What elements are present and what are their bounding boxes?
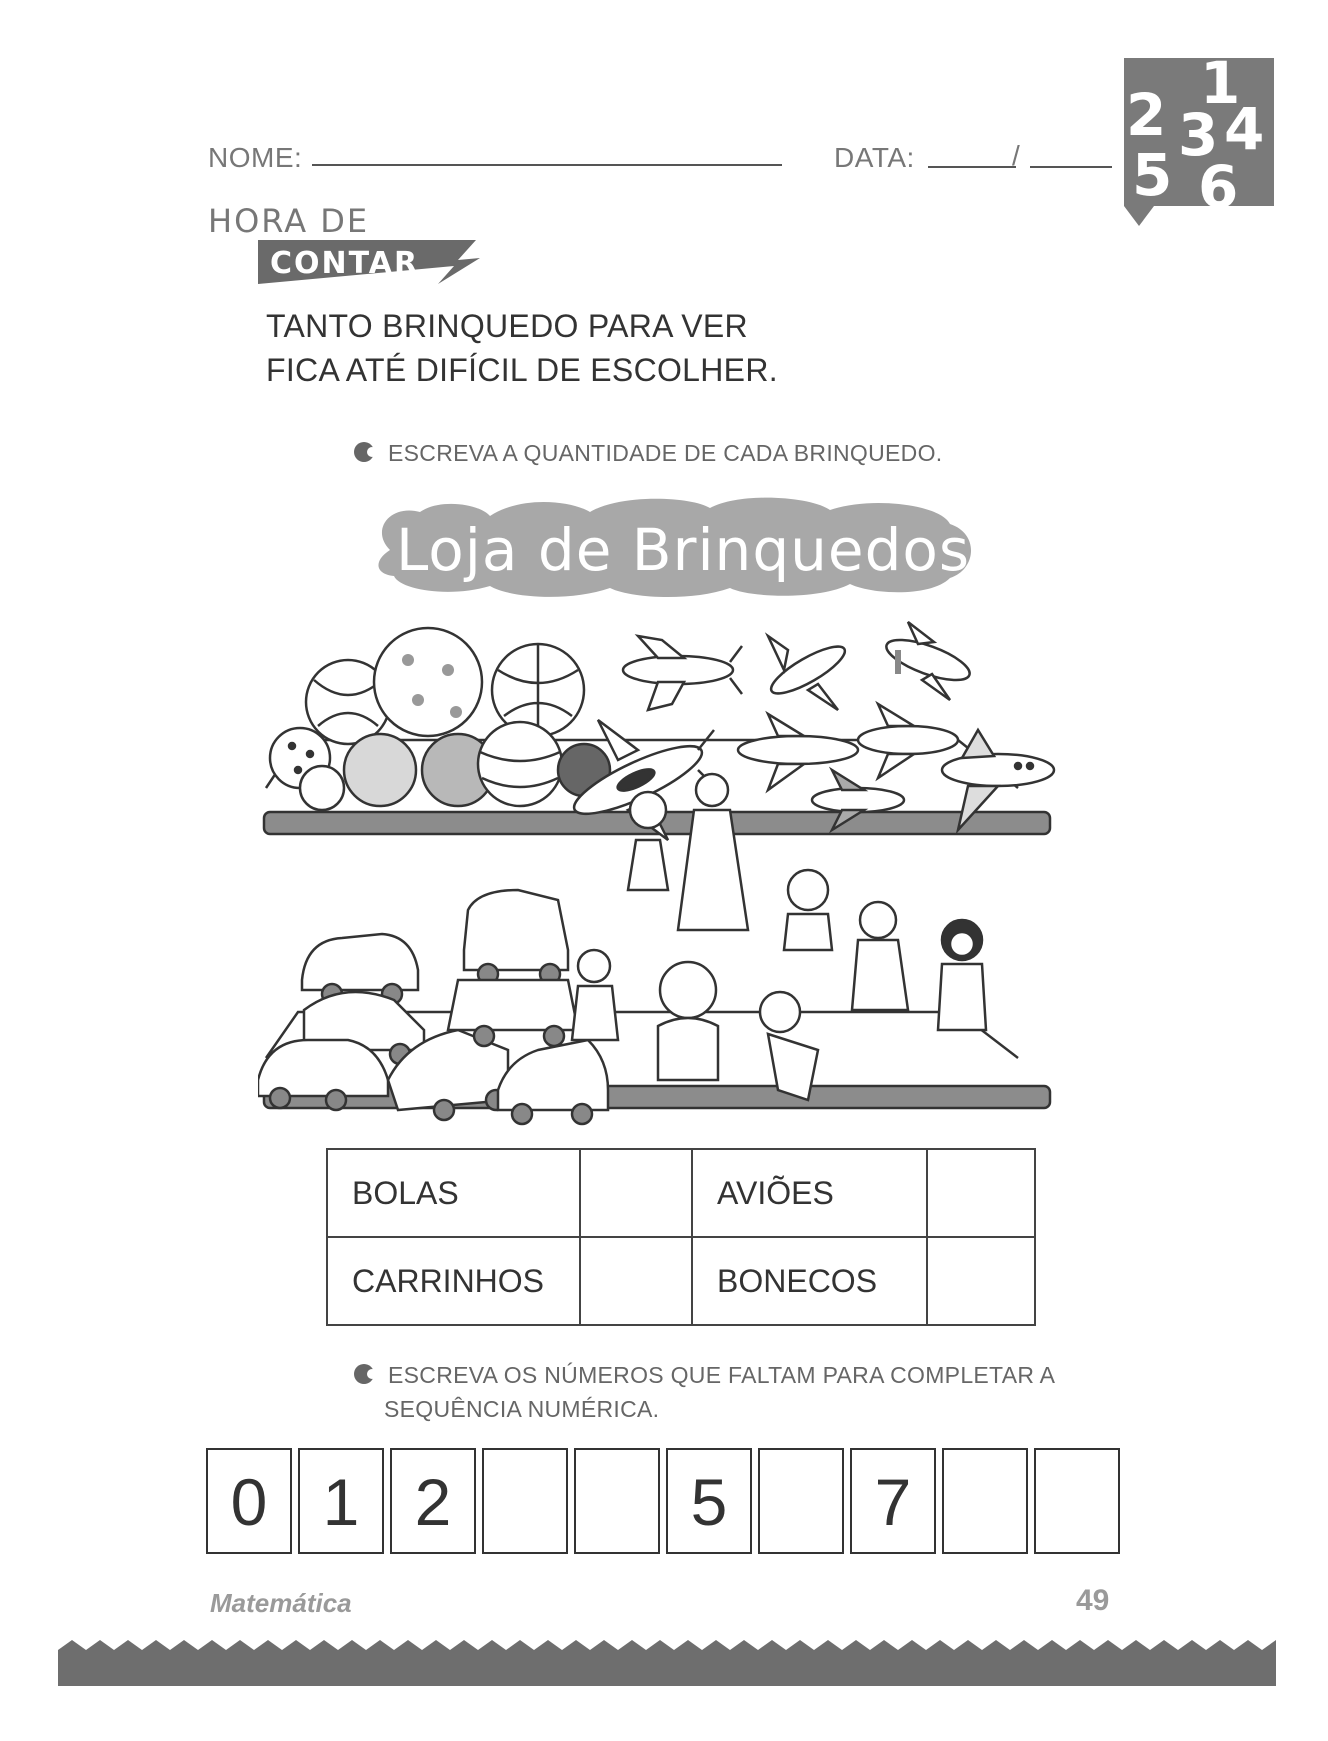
- airplane: [766, 636, 851, 710]
- doll: [572, 950, 618, 1040]
- name-field[interactable]: [312, 164, 782, 166]
- footer-subject: Matemática: [210, 1588, 352, 1618]
- date-separator: /: [1012, 140, 1021, 171]
- label-carrinhos: CARRINHOS: [327, 1237, 580, 1325]
- sequence-box-8[interactable]: [942, 1448, 1028, 1554]
- sequence-box-1: 1: [298, 1448, 384, 1554]
- bullet-icon: [354, 1364, 374, 1384]
- doll: [658, 962, 718, 1080]
- logo-digit-6: 6: [1198, 153, 1239, 221]
- date-day-field[interactable]: [928, 166, 1016, 168]
- instruction-count: ESCREVA A QUANTIDADE DE CADA BRINQUEDO.: [388, 440, 943, 466]
- answer-cell-bonecos[interactable]: [927, 1237, 1035, 1325]
- label-bolas: BOLAS: [327, 1149, 580, 1237]
- ball: [344, 734, 416, 806]
- numbers-logo: [1124, 49, 1274, 221]
- sequence-box-5: 5: [666, 1448, 752, 1554]
- date-month-field[interactable]: [1030, 166, 1112, 168]
- date-label: DATA:: [834, 142, 915, 173]
- poem-line-1: TANTO BRINQUEDO PARA VER: [266, 308, 748, 344]
- section-title-top: HORA DE: [208, 202, 370, 240]
- label-bonecos: BONECOS: [692, 1237, 927, 1325]
- answer-cell-bolas[interactable]: [580, 1149, 692, 1237]
- logo-digit-4: 4: [1224, 95, 1265, 163]
- zigzag-border: [58, 1640, 1276, 1686]
- answer-cell-carrinhos[interactable]: [580, 1237, 692, 1325]
- toy-shelves-illustration: [258, 620, 1058, 1128]
- airplane: [882, 622, 974, 700]
- sequence-box-7: 7: [850, 1448, 936, 1554]
- instruction-sequence-line-1: ESCREVA OS NÚMEROS QUE FALTAM PARA COMPLETAR A: [388, 1362, 1056, 1388]
- airplane: [623, 636, 742, 710]
- count-table: [326, 1148, 1036, 1326]
- sequence-box-0: 0: [206, 1448, 292, 1554]
- sequence-box-3[interactable]: [482, 1448, 568, 1554]
- logo-digit-1: 1: [1200, 49, 1241, 117]
- answer-cell-avioes[interactable]: [927, 1149, 1035, 1237]
- logo-digit-3: 3: [1178, 101, 1219, 169]
- doll: [628, 792, 668, 890]
- doll: [678, 774, 748, 930]
- toy-car: [464, 890, 568, 984]
- name-label: NOME:: [208, 142, 303, 173]
- sequence-box-4[interactable]: [574, 1448, 660, 1554]
- sequence-box-9[interactable]: [1034, 1448, 1120, 1554]
- ball: [374, 628, 482, 736]
- logo-pointer: [1124, 206, 1154, 226]
- table-row: [327, 1237, 1035, 1325]
- sequence-box-2: 2: [390, 1448, 476, 1554]
- poem-line-2: FICA ATÉ DIFÍCIL DE ESCOLHER.: [266, 352, 778, 388]
- ball: [478, 722, 562, 806]
- logo-digit-2: 2: [1126, 81, 1167, 149]
- logo-digit-5: 5: [1132, 141, 1173, 209]
- bullet-icon: [354, 442, 374, 462]
- sequence-box-6[interactable]: [758, 1448, 844, 1554]
- instruction-sequence-line-2: SEQUÊNCIA NUMÉRICA.: [384, 1396, 660, 1422]
- page-number: 49: [1076, 1584, 1110, 1617]
- doll: [852, 902, 908, 1010]
- table-row: [327, 1149, 1035, 1237]
- ball: [300, 766, 344, 810]
- section-title-bottom: CONTAR: [270, 246, 420, 281]
- doll: [938, 920, 986, 1030]
- store-title: Loja de Brinquedos: [396, 516, 971, 584]
- doll: [784, 870, 832, 950]
- label-avioes: AVIÕES: [692, 1149, 927, 1237]
